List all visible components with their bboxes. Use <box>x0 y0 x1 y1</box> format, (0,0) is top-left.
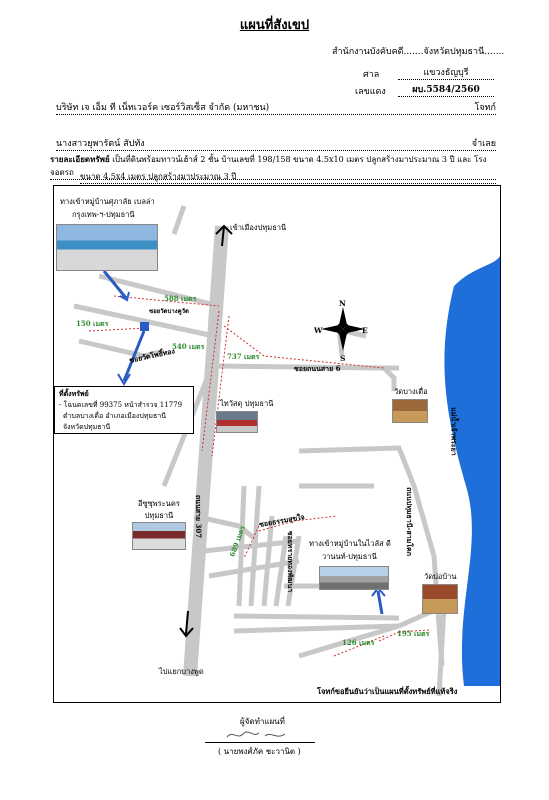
distance-737: 737 เมตร <box>227 352 260 361</box>
page-title: แผนที่สังเขป <box>239 18 310 33</box>
defendant-line <box>56 136 496 151</box>
minor-roads <box>74 206 444 696</box>
compass-icon <box>321 307 365 351</box>
distance-540: 540 เมตร <box>172 342 205 351</box>
property-line-2: ตำบลบางเดื่อ อำเภอเมืองปทุมธานี <box>63 412 167 420</box>
plaintiff-name: บริษัท เจ เอ็ม ที เน็ทเวอร์ค เซอร์วิสเซ็ส จำกัด (มหาชน) <box>56 103 270 113</box>
river-shape <box>444 256 500 686</box>
isuzu-label: อีซูซุพระนคร ปทุมธานี <box>138 499 180 520</box>
compass-w: W <box>314 326 323 335</box>
distance-126: 126 เมตร <box>342 638 375 647</box>
temple-boban-photo <box>422 584 458 614</box>
detail-label: รายละเอียดทรัพย์ <box>50 154 110 164</box>
river-label: แม่น้ำเจ้าพระยา <box>449 407 459 456</box>
distance-588: 588 เมตร <box>164 294 197 303</box>
blue-pointer-3 <box>378 591 382 614</box>
temple-bangduea-label: วัดบางเดื่อ <box>394 387 428 396</box>
detail-line-2: ขนาด 4.5x4 เมตร ปลูกสร้างมาประมาณ 3 ปี <box>80 170 496 184</box>
to-city-label: เข้าเมืองปทุมธานี <box>230 223 287 232</box>
property-line-1: - โฉนดเลขที่ 99375 หน้าสำรวจ 11779 <box>59 401 183 409</box>
property-info-box <box>54 386 194 434</box>
signature-name: ( นายพงศ์ภัค ชะวานิต ) <box>218 747 301 756</box>
to-bangkadi-label: ไปแยกบางพูด <box>159 667 204 676</box>
road-6-label: ซอยถนนสาย 6 <box>294 364 341 373</box>
plaintiff-role: โจทก์ <box>474 103 496 113</box>
compass-e: E <box>362 326 368 335</box>
defendant-role: จำเลย <box>471 139 496 149</box>
village2-photo <box>319 566 389 590</box>
location-map <box>53 185 501 703</box>
village-entrance-label-2: กรุงเทพ-ฯ-ปทุมธานี <box>72 210 135 219</box>
court-label: ศาล <box>363 70 380 80</box>
property-heading: ที่ตั้งทรัพย์ <box>59 389 89 398</box>
soi-left-label: ซอยวัดโพธิ์ทอง <box>128 346 176 365</box>
plaintiff-line <box>56 100 496 115</box>
temple-bangduea-photo <box>392 399 428 423</box>
village2-label-2: วานนท์-ปทุมธานี <box>322 552 377 561</box>
office-line: สำนักงานบังคับคดี.......จังหวัดปทุมธานี....... <box>332 47 505 57</box>
case-value: ผบ.5584/2560 <box>398 82 494 97</box>
distance-195: 195 เมตร <box>397 629 430 638</box>
signature-line <box>205 742 315 743</box>
property-line-3: จังหวัดปทุมธานี <box>63 423 111 431</box>
highway-label: ถนนสาย 307 <box>194 494 204 539</box>
thaiwatsadu-photo <box>216 411 258 433</box>
village2-label: ทางเข้าหมู่บ้านในไวลัส ดี <box>309 539 391 548</box>
compass-n: N <box>339 299 346 308</box>
distance-689: 689 เมตร <box>227 524 248 558</box>
compass-s: S <box>340 354 346 363</box>
property-marker <box>140 322 149 331</box>
isuzu-photo <box>132 522 186 550</box>
village-entrance-label: ทางเข้าหมู่บ้านศุภาลัย เบลล่า <box>60 197 155 206</box>
certify-label: โจทก์ขอยืนยันว่าเป็นแผนที่ตั้งทรัพย์ที่แท้จริง <box>317 687 458 696</box>
soi-mid-label: ซอยธรรมสุขใจ <box>258 512 306 529</box>
distance-150: 150 เมตร <box>76 319 109 328</box>
case-label: เลขแดง <box>355 87 386 97</box>
defendant-name: นางสาวยุพารัตน์ สัปทัง <box>56 139 145 149</box>
signature-label: ผู้จัดทำแผนที่ <box>240 717 285 726</box>
signature-scribble <box>225 728 295 742</box>
village-photo <box>56 224 158 271</box>
road-right-label: ถนนปทุมธานี-สามโคก <box>404 487 414 556</box>
court-value: แขวงธัญบุรี <box>398 65 494 80</box>
temple-boban-label: วัดบ่อบ้าน <box>424 572 457 581</box>
soi-mid2-label: ซอยทรายทองพัฒนา <box>286 530 296 593</box>
distance-lines <box>89 296 429 656</box>
thaiwatsadu-label: ไทวัสดุ ปทุมธานี <box>220 399 274 408</box>
soi-bangkuwat-label: ซอยวัดบางคูวัด <box>149 308 189 315</box>
detail-text-1: เป็นที่ดินพร้อมทาวน์เฮ้าส์ 2 ชั้น บ้านเลขที่ 198/158 ขนาด 4.5x10 เมตร ปลูกสร้างมาประมาณ 3 ปี และ โรงจอดรถ <box>50 155 487 177</box>
